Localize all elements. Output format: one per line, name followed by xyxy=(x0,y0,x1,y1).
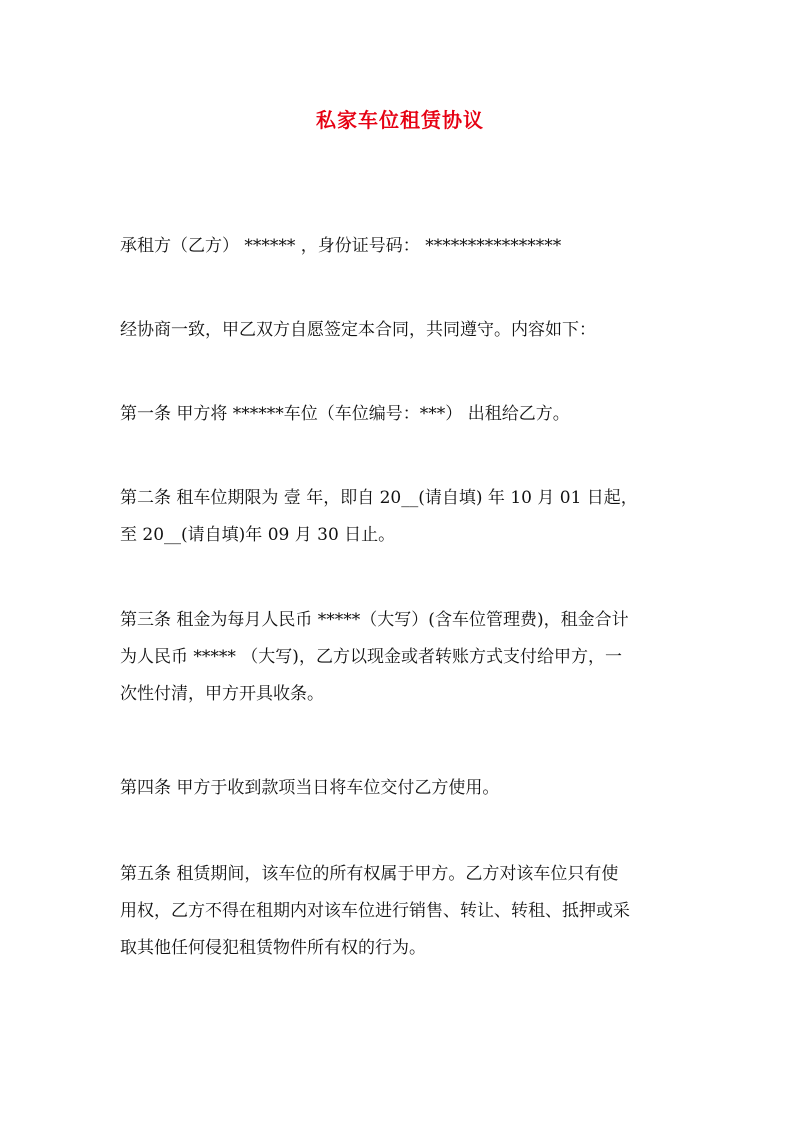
paragraph-line: 次性付清，甲方开具收条。 xyxy=(120,684,324,704)
paragraph-agreement-intro xyxy=(120,312,680,349)
paragraph-line: 至 20__(请自填)年 09 月 30 日止。 xyxy=(120,525,396,545)
paragraph-line: 经协商一致，甲乙双方自愿签定本合同，共同遵守。内容如下： xyxy=(120,320,596,340)
paragraph-line: 第一条 甲方将 ******车位（车位编号：***） 出租给乙方。 xyxy=(120,404,570,424)
paragraph-article-4 xyxy=(120,770,680,807)
paragraph-line: 第四条 甲方于收到款项当日将车位交付乙方使用。 xyxy=(120,778,500,798)
paragraph-article-5 xyxy=(120,856,680,967)
paragraph-line: 为人民币 ***** （大写)，乙方以现金或者转账方式支付给甲方，一 xyxy=(120,647,622,667)
paragraph-line: 承租方（乙方） ****** ，身份证号码： **************** xyxy=(120,236,562,256)
paragraph-article-1 xyxy=(120,396,680,433)
paragraph-line: 第五条 租赁期间，该车位的所有权属于甲方。乙方对该车位只有使 xyxy=(120,864,619,884)
paragraph-line: 用权，乙方不得在租期内对该车位进行销售、转让、转租、抵押或采 xyxy=(120,901,630,921)
paragraph-line: 第二条 租车位期限为 壹 年，即自 20__(请自填) 年 10 月 01 日起， xyxy=(120,488,638,508)
paragraph-article-3 xyxy=(120,602,680,713)
paragraph-line: 第三条 租金为每月人民币 *****（大写）(含车位管理费)，租金合计 xyxy=(120,610,629,630)
document-title: 私家车位租赁协议 xyxy=(316,108,484,132)
paragraph-lessee-info xyxy=(120,228,680,265)
paragraph-article-2 xyxy=(120,480,680,554)
paragraph-line: 取其他任何侵犯租赁物件所有权的行为。 xyxy=(120,938,426,958)
